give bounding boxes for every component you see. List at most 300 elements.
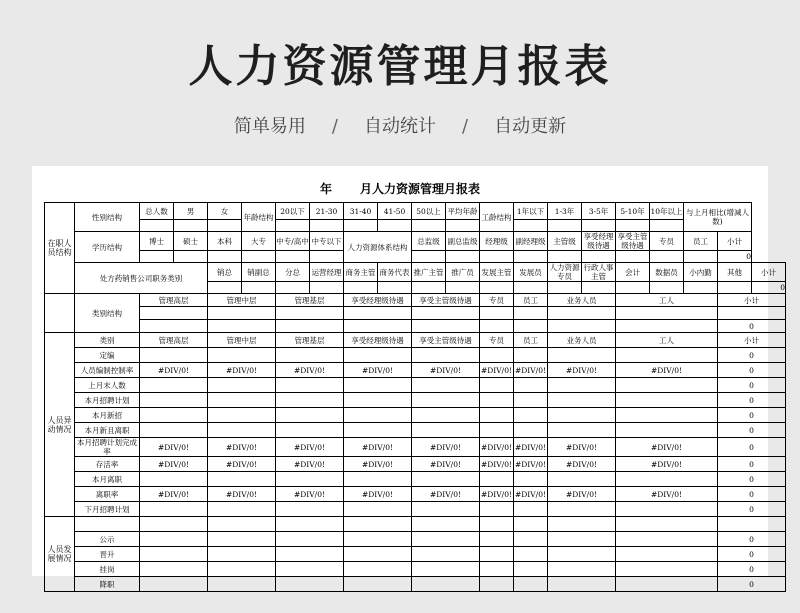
empty-cell xyxy=(276,577,344,592)
header-cell: 分总 xyxy=(276,263,310,282)
empty-cell xyxy=(140,408,208,423)
empty-cell xyxy=(208,423,276,438)
empty-cell xyxy=(174,251,208,263)
empty-cell xyxy=(344,348,412,363)
value-cell: #DIV/0! xyxy=(344,457,412,472)
value-cell: #DIV/0! xyxy=(616,363,718,378)
empty-cell xyxy=(412,378,480,393)
header-cell: 大专 xyxy=(242,232,276,251)
total-cell: 0 xyxy=(718,320,786,333)
empty-cell xyxy=(616,282,650,294)
empty-cell xyxy=(480,307,514,320)
value-cell: #DIV/0! xyxy=(276,438,344,457)
report-table xyxy=(44,202,786,592)
empty-cell xyxy=(616,532,718,547)
total-cell: 0 xyxy=(718,378,786,393)
header-cell: 中专以下 xyxy=(310,232,344,251)
empty-cell xyxy=(480,251,514,263)
header-cell: 副经理级 xyxy=(514,232,548,251)
header-cell: 人力资源专员 xyxy=(549,263,580,281)
value-cell: #DIV/0! xyxy=(616,457,718,472)
empty-cell xyxy=(616,393,718,408)
empty-cell xyxy=(480,577,514,592)
total-cell: 0 xyxy=(718,251,752,263)
empty-cell xyxy=(582,282,616,294)
header-cell: 41-50 xyxy=(378,203,412,220)
category-cell: 工人 xyxy=(616,333,718,348)
empty-cell xyxy=(45,294,75,333)
empty-cell xyxy=(650,251,684,263)
category-cell: 管理基层 xyxy=(276,294,344,307)
header-cell: 商务主管 xyxy=(344,263,378,282)
empty-cell xyxy=(480,423,514,438)
empty-cell xyxy=(412,393,480,408)
empty-cell xyxy=(208,547,276,562)
value-cell: #DIV/0! xyxy=(276,363,344,378)
row-label: 本月离职 xyxy=(75,472,140,487)
empty-cell xyxy=(276,251,310,263)
header-cell: 运营经理 xyxy=(310,263,344,282)
value-cell: #DIV/0! xyxy=(548,438,616,457)
header-cell: 销总 xyxy=(208,263,242,282)
header-cell: 小计 xyxy=(752,263,786,282)
empty-cell xyxy=(344,547,412,562)
category-cell: 专员 xyxy=(480,333,514,348)
empty-cell xyxy=(616,378,718,393)
value-cell: #DIV/0! xyxy=(208,457,276,472)
value-cell: #DIV/0! xyxy=(616,487,718,502)
header-cell: 推广主管 xyxy=(412,263,446,282)
empty-cell xyxy=(514,408,548,423)
header-cell: 其他 xyxy=(718,263,752,282)
row-label: 人员编制控制率 xyxy=(75,363,140,378)
value-cell: #DIV/0! xyxy=(548,457,616,472)
row-label: 晋升 xyxy=(75,547,140,562)
header-cell: 3-5年 xyxy=(582,203,616,220)
empty-cell xyxy=(650,220,684,232)
total-cell: 0 xyxy=(718,348,786,363)
category-cell: 工人 xyxy=(616,294,718,307)
empty-cell xyxy=(514,378,548,393)
empty-cell xyxy=(548,307,616,320)
empty-cell xyxy=(616,220,650,232)
value-cell: #DIV/0! xyxy=(208,438,276,457)
empty-cell xyxy=(514,393,548,408)
empty-cell xyxy=(412,423,480,438)
empty-cell xyxy=(548,220,582,232)
value-cell: #DIV/0! xyxy=(140,438,208,457)
total-cell: 0 xyxy=(718,472,786,487)
row-label: 降职 xyxy=(75,577,140,592)
header-cell: 副总监级 xyxy=(446,232,480,251)
empty-cell xyxy=(548,502,616,517)
empty-cell xyxy=(276,348,344,363)
empty-cell xyxy=(548,472,616,487)
empty-cell xyxy=(616,562,718,577)
value-cell: #DIV/0! xyxy=(344,438,412,457)
empty-cell xyxy=(412,320,480,333)
total-cell: 0 xyxy=(718,423,786,438)
value-cell: #DIV/0! xyxy=(276,487,344,502)
empty-cell xyxy=(514,307,548,320)
empty-cell xyxy=(208,348,276,363)
empty-cell xyxy=(276,547,344,562)
empty-cell xyxy=(208,408,276,423)
empty-cell xyxy=(310,282,344,294)
header-cell: 5-10年 xyxy=(616,203,650,220)
empty-cell xyxy=(412,517,480,532)
header-cell: 本科 xyxy=(208,232,242,251)
empty-cell xyxy=(616,320,718,333)
empty-cell xyxy=(276,393,344,408)
value-cell: #DIV/0! xyxy=(412,457,480,472)
value-cell: #DIV/0! xyxy=(412,363,480,378)
empty-cell xyxy=(276,532,344,547)
row-label: 处方药销售公司职务类别 xyxy=(75,263,208,294)
category-cell: 管理高层 xyxy=(140,294,208,307)
total-cell: 0 xyxy=(718,363,786,378)
empty-cell xyxy=(480,562,514,577)
row-label: 工龄结构 xyxy=(480,203,514,232)
empty-cell xyxy=(276,502,344,517)
empty-cell xyxy=(208,502,276,517)
header-cell: 发展主管 xyxy=(480,263,514,282)
empty-cell xyxy=(344,562,412,577)
value-cell: #DIV/0! xyxy=(140,457,208,472)
empty-cell xyxy=(412,408,480,423)
value-cell: #DIV/0! xyxy=(548,363,616,378)
empty-cell xyxy=(412,307,480,320)
empty-cell xyxy=(514,282,548,294)
row-label: 类别结构 xyxy=(75,294,140,333)
row-label: 本月新且离职 xyxy=(75,423,140,438)
empty-cell xyxy=(514,472,548,487)
empty-cell xyxy=(140,502,208,517)
empty-cell xyxy=(616,348,718,363)
empty-cell xyxy=(208,532,276,547)
header-cell: 与上月相比(增减人数) xyxy=(684,203,752,232)
empty-cell xyxy=(548,577,616,592)
empty-cell xyxy=(344,220,378,232)
header-cell: 10年以上 xyxy=(650,203,684,220)
empty-cell xyxy=(276,307,344,320)
empty-cell xyxy=(446,220,480,232)
empty-cell xyxy=(140,320,208,333)
empty-cell xyxy=(650,282,684,294)
empty-cell xyxy=(514,423,548,438)
tagline xyxy=(0,112,800,138)
empty-cell xyxy=(514,502,548,517)
empty-cell xyxy=(548,378,616,393)
total-cell: 0 xyxy=(718,577,786,592)
empty-cell xyxy=(378,220,412,232)
report-title-text: 月人力资源管理月报表 xyxy=(360,182,481,196)
empty-cell xyxy=(344,378,412,393)
empty-cell xyxy=(412,502,480,517)
total-cell: 0 xyxy=(718,457,786,472)
empty-cell xyxy=(242,251,276,263)
header-cell: 主管级 xyxy=(548,232,582,251)
header-cell: 总人数 xyxy=(140,203,174,220)
empty-cell xyxy=(276,378,344,393)
category-cell: 享受主管级待遇 xyxy=(412,294,480,307)
empty-cell xyxy=(174,220,208,232)
header-cell: 博士 xyxy=(140,232,174,251)
header-cell: 会计 xyxy=(616,263,650,282)
empty-cell xyxy=(140,220,174,232)
value-cell: #DIV/0! xyxy=(514,363,548,378)
year-label: 年 xyxy=(319,182,332,196)
header-cell: 女 xyxy=(208,203,242,220)
empty-cell xyxy=(514,348,548,363)
empty-cell xyxy=(276,423,344,438)
category-cell: 享受主管级待遇 xyxy=(412,333,480,348)
tagline-item: 简单易用 xyxy=(233,116,306,137)
empty-cell xyxy=(208,577,276,592)
tagline-item: 自动统计 xyxy=(364,116,436,137)
empty-cell xyxy=(344,307,412,320)
row-label: 学历结构 xyxy=(75,232,140,263)
row-label: 定编 xyxy=(75,348,140,363)
total-cell: 0 xyxy=(752,282,786,294)
empty-cell xyxy=(412,220,446,232)
empty-cell xyxy=(140,532,208,547)
empty-cell xyxy=(140,562,208,577)
tagline-item: 自动更新 xyxy=(494,116,567,137)
empty-cell xyxy=(480,502,514,517)
empty-cell xyxy=(548,532,616,547)
header-cell: 21-30 xyxy=(310,203,344,220)
empty-cell xyxy=(412,282,446,294)
empty-cell xyxy=(548,547,616,562)
value-cell: #DIV/0! xyxy=(548,487,616,502)
category-cell: 员工 xyxy=(514,294,548,307)
empty-cell xyxy=(616,502,718,517)
value-cell: #DIV/0! xyxy=(208,363,276,378)
header-cell: 硕士 xyxy=(174,232,208,251)
category-cell: 管理中层 xyxy=(208,294,276,307)
row-label: 性别结构 xyxy=(75,203,140,232)
empty-cell xyxy=(684,251,718,263)
value-cell: #DIV/0! xyxy=(412,487,480,502)
row-label: 本月招聘计划 xyxy=(75,393,140,408)
empty-cell xyxy=(276,408,344,423)
value-cell: #DIV/0! xyxy=(140,363,208,378)
empty-cell xyxy=(208,320,276,333)
category-cell: 管理高层 xyxy=(140,333,208,348)
empty-cell xyxy=(514,220,548,232)
row-label: 类别 xyxy=(75,333,140,348)
row-label: 挂岗 xyxy=(75,562,140,577)
total-cell: 0 xyxy=(718,487,786,502)
empty-cell xyxy=(208,220,242,232)
empty-cell xyxy=(140,472,208,487)
page-title: 人力资源管理月报表 xyxy=(188,41,612,92)
header-cell: 31-40 xyxy=(344,203,378,220)
header-cell: 经理级 xyxy=(480,232,514,251)
value-cell: #DIV/0! xyxy=(412,438,480,457)
empty-cell xyxy=(344,423,412,438)
value-cell: #DIV/0! xyxy=(514,457,548,472)
empty-cell xyxy=(412,547,480,562)
empty-cell xyxy=(548,320,616,333)
empty-cell xyxy=(514,577,548,592)
empty-cell xyxy=(446,282,480,294)
empty-cell xyxy=(140,577,208,592)
empty-cell xyxy=(75,517,140,532)
row-label: 下月招聘计划 xyxy=(75,502,140,517)
empty-cell xyxy=(276,517,344,532)
empty-cell xyxy=(616,408,718,423)
value-cell: #DIV/0! xyxy=(514,438,548,457)
row-label: 本月招聘计划完成率 xyxy=(75,438,140,457)
empty-cell xyxy=(140,307,208,320)
section-label-yidong: 人员异动情况 xyxy=(45,333,75,517)
empty-cell xyxy=(446,251,480,263)
value-cell: #DIV/0! xyxy=(208,487,276,502)
header-cell: 行政人事主管 xyxy=(583,263,614,281)
empty-cell xyxy=(140,348,208,363)
total-cell: 0 xyxy=(718,408,786,423)
empty-cell xyxy=(616,547,718,562)
empty-cell xyxy=(208,251,242,263)
empty-cell xyxy=(514,532,548,547)
empty-cell xyxy=(276,220,310,232)
empty-cell xyxy=(548,423,616,438)
empty-cell xyxy=(242,282,276,294)
value-cell: #DIV/0! xyxy=(344,487,412,502)
total-cell: 0 xyxy=(718,502,786,517)
empty-cell xyxy=(208,472,276,487)
value-cell: #DIV/0! xyxy=(480,438,514,457)
empty-cell xyxy=(616,307,718,320)
category-cell: 管理基层 xyxy=(276,333,344,348)
header-cell: 销副总 xyxy=(242,263,276,282)
empty-cell xyxy=(480,547,514,562)
header-cell: 男 xyxy=(174,203,208,220)
empty-cell xyxy=(548,562,616,577)
empty-cell xyxy=(548,408,616,423)
header-cell: 总监级 xyxy=(412,232,446,251)
category-cell: 业务人员 xyxy=(548,333,616,348)
header-cell: 数据员 xyxy=(650,263,684,282)
empty-cell xyxy=(514,517,548,532)
empty-cell xyxy=(344,472,412,487)
category-cell: 专员 xyxy=(480,294,514,307)
total-cell: 0 xyxy=(718,393,786,408)
empty-cell xyxy=(616,517,718,532)
header-cell: 小计 xyxy=(718,294,786,307)
empty-cell xyxy=(208,562,276,577)
empty-cell xyxy=(480,408,514,423)
empty-cell xyxy=(344,502,412,517)
empty-cell xyxy=(582,251,616,263)
header-cell: 推广员 xyxy=(446,263,480,282)
tagline-separator: / xyxy=(331,116,338,137)
header-cell: 享受主管级待遇 xyxy=(617,232,648,250)
value-cell: #DIV/0! xyxy=(140,487,208,502)
section-label-fazhan: 人员发展情况 xyxy=(45,517,75,592)
empty-cell xyxy=(480,393,514,408)
empty-cell xyxy=(140,251,174,263)
empty-cell xyxy=(208,517,276,532)
empty-cell xyxy=(718,517,786,532)
empty-cell xyxy=(616,251,650,263)
header-cell: 商务代表 xyxy=(378,263,412,282)
total-cell: 0 xyxy=(718,562,786,577)
value-cell: #DIV/0! xyxy=(344,363,412,378)
header-cell: 小计 xyxy=(718,232,752,251)
empty-cell xyxy=(310,251,344,263)
empty-cell xyxy=(412,472,480,487)
empty-cell xyxy=(684,282,718,294)
report-sheet xyxy=(32,166,786,589)
empty-cell xyxy=(276,282,310,294)
empty-cell xyxy=(548,517,616,532)
empty-cell xyxy=(208,393,276,408)
empty-cell xyxy=(480,378,514,393)
header-cell: 50以上 xyxy=(412,203,446,220)
header-cell: 小内勤 xyxy=(684,263,718,282)
empty-cell xyxy=(616,423,718,438)
empty-cell xyxy=(412,562,480,577)
empty-cell xyxy=(208,307,276,320)
empty-cell xyxy=(514,547,548,562)
value-cell: #DIV/0! xyxy=(514,487,548,502)
empty-cell xyxy=(412,532,480,547)
row-label: 公示 xyxy=(75,532,140,547)
row-label: 存活率 xyxy=(75,457,140,472)
empty-cell xyxy=(344,517,412,532)
empty-cell xyxy=(514,562,548,577)
header-cell: 1年以下 xyxy=(514,203,548,220)
total-cell: 0 xyxy=(718,532,786,547)
category-cell: 管理中层 xyxy=(208,333,276,348)
header-cell: 平均年龄 xyxy=(446,203,480,220)
empty-cell xyxy=(378,282,412,294)
empty-cell xyxy=(480,532,514,547)
row-label: 年龄结构 xyxy=(242,203,276,232)
value-cell: #DIV/0! xyxy=(480,487,514,502)
empty-cell xyxy=(480,517,514,532)
category-cell: 享受经理级待遇 xyxy=(344,333,412,348)
empty-cell xyxy=(548,282,582,294)
empty-cell xyxy=(548,348,616,363)
empty-cell xyxy=(140,423,208,438)
empty-cell xyxy=(310,220,344,232)
header-cell: 发展员 xyxy=(514,263,548,282)
empty-cell xyxy=(514,251,548,263)
report-title xyxy=(32,180,768,197)
header-cell: 中专/高中 xyxy=(276,232,310,251)
empty-cell xyxy=(480,472,514,487)
empty-cell xyxy=(412,348,480,363)
value-cell: #DIV/0! xyxy=(276,457,344,472)
empty-cell xyxy=(582,220,616,232)
empty-cell xyxy=(140,547,208,562)
category-cell: 享受经理级待遇 xyxy=(344,294,412,307)
total-cell: 0 xyxy=(718,547,786,562)
empty-cell xyxy=(616,577,718,592)
empty-cell xyxy=(140,393,208,408)
empty-cell xyxy=(514,320,548,333)
header-cell: 小计 xyxy=(718,333,786,348)
category-cell: 业务人员 xyxy=(548,294,616,307)
value-cell: #DIV/0! xyxy=(616,438,718,457)
empty-cell xyxy=(548,393,616,408)
empty-cell xyxy=(412,251,446,263)
row-label: 上月末人数 xyxy=(75,378,140,393)
